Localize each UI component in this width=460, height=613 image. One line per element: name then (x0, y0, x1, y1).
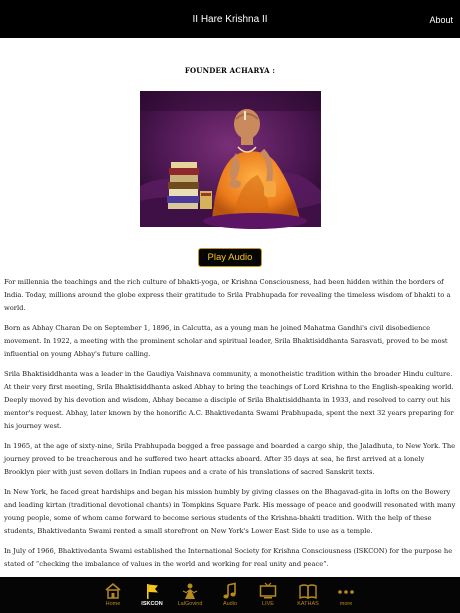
book-icon (298, 582, 318, 600)
tab-label: Home (105, 601, 121, 607)
paragraph: Srila Bhaktisiddhanta was a leader in the Gaudiya Vaishnava community, a monotheistic tradition within the broader Hindu culture. At their very first meeting, Srila Bhaktisiddhanta asked Abhay to bring the teachings of Lord Krishna to the English-speaking world. Deeply moved by his devotion and wisdom, Abhay became a disciple of Srila Bhaktisiddhanta in 1933, and resolved to carry out his mentor's request. Abhay, later known by the honorific A.C. Bhaktivedanta Swami Prabhupada, spent the next 32 years preparing for his journey west. (4, 370, 454, 430)
deity-icon (180, 582, 200, 600)
flag-icon (142, 582, 162, 600)
paragraph: In 1965, at the age of sixty-nine, Srila Prabhupada begged a free passage and boarded a cargo ship, the Jaladhuta, to New York. The journey proved to be treacherous and he suffered two heart attacks aboard. After 35 days at sea, he first arrived at a lonely Brooklyn pier with just seven dollars in Indian rupees and a crate of his translations of sacred Sanskrit texts. (4, 442, 456, 476)
main-content[interactable] (0, 38, 460, 577)
tab-label: LIVE (262, 601, 274, 607)
tab-kathas[interactable] (288, 577, 328, 613)
tab-live[interactable] (248, 577, 288, 613)
tab-label: Audio (222, 601, 238, 607)
tab-more[interactable] (326, 577, 366, 613)
paragraph: For millennia the teachings and the rich culture of bhakti-yoga, or Krishna Consciousness, had been hidden within the borders of India. Today, millions around the globe express their gratitude to Srila Prabhupada for revealing the timeless wisdom of bhakti to a world. (4, 278, 451, 312)
music-note-icon (220, 582, 240, 600)
tab-label: KATHAS (297, 601, 319, 607)
about-button[interactable]: About (429, 15, 453, 25)
tab-audio[interactable] (210, 577, 250, 613)
page-heading: FOUNDER ACHARYA : (184, 66, 276, 75)
article-text (4, 276, 456, 598)
navigation-bar (0, 0, 460, 38)
tab-label: more (339, 601, 353, 607)
home-icon (103, 582, 123, 600)
tab-label: ISKCON (141, 601, 163, 607)
nav-title: II Hare Krishna II (192, 14, 268, 25)
tab-iskcon[interactable] (132, 577, 172, 613)
play-audio-button[interactable]: Play Audio (198, 248, 262, 267)
founder-photo (140, 91, 321, 227)
paragraph: In New York, he faced great hardships and began his mission humbly by giving classes on the Bhagavad-gita in lofts on the Bowery and leading kirtan (traditional devotional chants) in Tompkins Square Park. His message of peace and goodwill resonated with many young people, some of whom came forward to become serious students of the Krishna-bhakti tradition. With the help of these students, Bhaktivedanta Swami rented a small storefront on New York's Lower East Side to use as a temple. (4, 488, 456, 535)
paragraph: In July of 1966, Bhaktivedanta Swami established the International Society for Krishna Consciousness (ISKCON) for the purpose he stated of “checking the imbalance of values in the world and working for real unity and peace”. (4, 547, 453, 568)
tab-home[interactable] (93, 577, 133, 613)
tv-icon (258, 582, 278, 600)
paragraph: Born as Abhay Charan De on September 1, 1896, in Calcutta, as a young man he joined Mahatma Gandhi's civil disobedience movement. In 1922, a meeting with the prominent scholar and spiritual leader, Srila Bhaktisiddhanta Sarasvati, proved to be most influential on young Abhay's future calling. (4, 324, 448, 358)
tab-lalgovind[interactable] (170, 577, 210, 613)
tab-bar (0, 577, 460, 613)
more-icon (336, 582, 356, 600)
tab-label: LalGovind (177, 601, 203, 607)
